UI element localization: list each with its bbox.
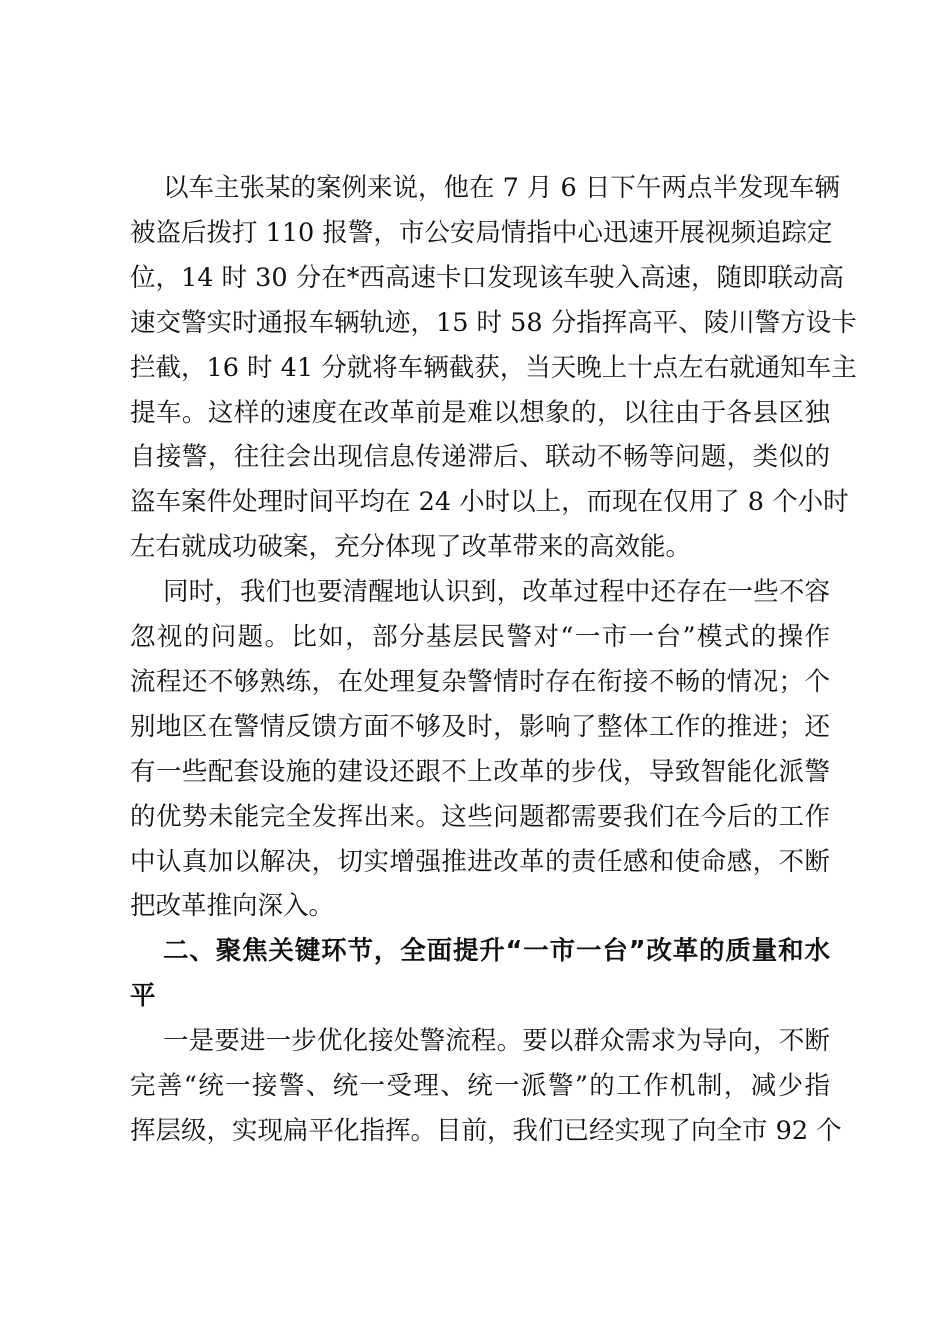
paragraph-line: 盗车案件处理时间平均在 24 小时以上，而现在仅用了 8 个小时 [130, 487, 849, 518]
paragraph-line: 有一些配套设施的建设还跟不上改革的步伐，导致智能化派警 [130, 756, 830, 787]
paragraph-line: 别地区在警情反馈方面不够及时，影响了整体工作的推进；还 [130, 711, 830, 742]
paragraph-line: 同时，我们也要清醒地认识到，改革过程中还存在一些不容 [163, 577, 830, 608]
paragraph-line: 被盗后拨打 110 报警，市公安局情指中心迅速开展视频追踪定 [130, 217, 833, 248]
section-heading-line: 二、聚焦关键环节，全面提升“一市一台”改革的质量和水 [163, 936, 830, 967]
paragraph-line: 拦截，16 时 41 分就将车辆截获，当天晚上十点左右就通知车主 [130, 352, 857, 383]
section-heading-line: 平 [130, 981, 156, 1012]
paragraph-line: 一是要进一步优化接处警流程。要以群众需求为导向，不断 [163, 1026, 830, 1057]
paragraph-line: 忽视的问题。比如，部分基层民警对“一市一台”模式的操作 [130, 622, 830, 652]
paragraph-line: 中认真加以解决，切实增强推进改革的责任感和使命感，不断 [130, 846, 830, 877]
paragraph-line: 位，14 时 30 分在*西高速卡口发现该车驶入高速，随即联动高 [130, 262, 844, 293]
paragraph-line: 流程还不够熟练，在处理复杂警情时存在衔接不畅的情况；个 [130, 666, 830, 697]
paragraph-line: 挥层级，实现扁平化指挥。目前，我们已经实现了向全市 92 个 [130, 1115, 842, 1146]
paragraph-line: 自接警，往往会出现信息传递滞后、联动不畅等问题，类似的 [130, 442, 830, 473]
paragraph-line: 把改革推向深入。 [130, 891, 335, 922]
paragraph-line: 速交警实时通报车辆轨迹，15 时 58 分指挥高平、陵川警方设卡 [130, 307, 857, 338]
paragraph-line: 以车主张某的案例来说，他在 7 月 6 日下午两点半发现车辆 [163, 173, 840, 203]
paragraph-line: 完善“统一接警、统一受理、统一派警”的工作机制，减少指 [130, 1071, 830, 1101]
paragraph-line: 左右就成功破案，充分体现了改革带来的高效能。 [130, 532, 692, 563]
paragraph-line: 提车。这样的速度在改革前是难以想象的，以往由于各县区独 [130, 397, 830, 428]
paragraph-line: 的优势未能完全发挥出来。这些问题都需要我们在今后的工作 [130, 801, 830, 832]
